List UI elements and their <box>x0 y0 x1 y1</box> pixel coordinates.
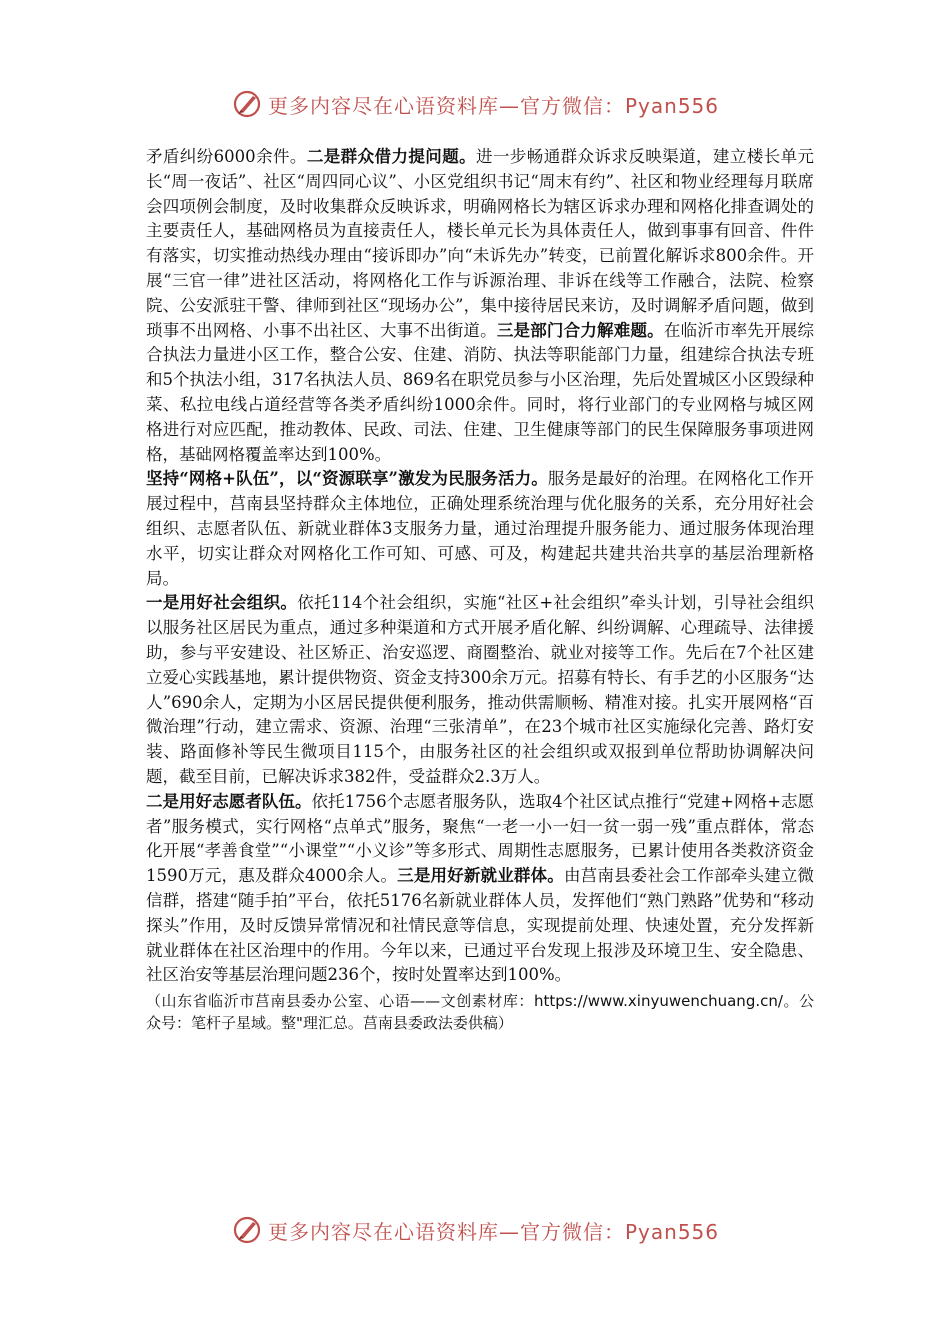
header-watermark-banner <box>232 86 752 122</box>
text-run: 在临沂市率先开展综合执法力量进小区工作，整合公安、住建、消防、执法等职能部门力量，组建综合执法专班和5个执法小组，317名执法人员、869名在职党员参与小区治理，先后处置城区小区毁绿种菜、私拉电线占道经营等各类矛盾纠纷1000余件。同时，将行业部门的专业网格与城区网格进行对应匹配，推动教体、民政、司法、住建、卫生健康等部门的民生保障服务事项进网格，基础网格覆盖率达到100%。 <box>146 320 815 464</box>
paragraph <box>146 790 814 988</box>
bold-heading: 二是群众借力提问题。 <box>306 147 477 166</box>
bold-heading: 坚持“网格+队伍”，以“资源联享”激发为民服务活力。 <box>146 469 548 489</box>
source-note: （山东省临沂市莒南县委办公室、心语——文创素材库：https://www.xinyuwenchuang.cn/。公众号：笔杆子星域。整"理汇总。莒南县委政法委供稿） <box>146 992 814 1033</box>
text-run: 依托1756个志愿者服务队，选取4个社区试点推行“党建+网格+志愿者”服务模式，实行网格“点单式”服务，聚焦“一老一小一妇一贫一弱一残”重点群体，常态化开展“孝善食堂”“小课堂”“小义诊”等多形式、周期性志愿服务，已累计使用各类救济资金1590万元，惠及群众4000余人。 <box>146 791 815 886</box>
footer-watermark-banner <box>232 1212 752 1248</box>
text-run: 由莒南县委社会工作部牵头建立微信群，搭建“随手拍”平台，依托5176名新就业群体人员，发挥他们“熟门熟路”优势和“移动探头”作用，及时反馈异常情况和社情民意等信息，实现提前处理、快速处置，充分发挥新就业群体在社区治理中的作用。今年以来，已通过平台发现上报涉及环境卫生、安全隐患、社区治安等基层治理问题236个，按时处置率达到100%。 <box>146 866 815 985</box>
text-run: 矛盾纠纷6000余件。 <box>146 147 307 166</box>
paragraph <box>146 591 814 789</box>
bold-heading: 三是用好新就业群体。 <box>397 866 564 886</box>
text-run: 服务是最好的治理。在网格化工作开展过程中，莒南县坚持群众主体地位，正确处理系统治理与优化服务的关系，充分用好社会组织、志愿者队伍、新就业群体3支服务力量，通过治理提升服务能力、通过服务体现治理水平，切实让群众对网格化工作可知、可感、可及，构建起共建共治共享的基层治理新格局。 <box>146 469 814 588</box>
bold-heading: 三是部门合力解难题。 <box>496 320 664 340</box>
text-run: 依托114个社会组织，实施“社区+社会组织”牵头计划，引导社会组织以服务社区居民为重点，通过多种渠道和方式开展矛盾化解、纠纷调解、心理疏导、法律援助，参与平安建设、社区矫正、治安巡逻、商圈整治、就业对接等工作。先后在7个社区建立爱心实践基地，累计提供物资、资金支持300余万元。招募有特长、有手艺的小区服务“达人”690余人，定期为小区居民提供便利服务，推动供需顺畅、精准对接。扎实开展网格“百微治理”行动，建立需求、资源、治理“三张清单”，在23个城市社区实施绿化完善、路灯安装、路面修补等民生微项目115个，由服务社区的社会组织或双报到单位帮助协调解决问题，截至目前，已解决诉求382件，受益群众2.3万人。 <box>146 593 814 786</box>
article-body <box>146 145 814 1034</box>
watermark-text: 更多内容尽在心语资料库—官方微信：Pyan556 <box>268 1219 720 1244</box>
text-run: 进一步畅通群众诉求反映渠道，建立楼长单元长“周一夜话”、社区“周四同心议”、小区党组织书记“周末有约”、社区和物业经理每月联席会四项例会制度，及时收集群众反映诉求，明确网格长为辖区诉求办理和网格化排查调处的主要责任人，基础网格员为直接责任人，楼长单元长为具体责任人，做到事事有回音、件件有落实，切实推动热线办理由“接诉即办”向“未诉先办”转变，已前置化解诉求800余件。开展“三官一律”进社区活动，将网格化工作与诉源治理、非诉在线等工作融合，法院、检察院、公安派驻干警、律师到社区“现场办公”，集中接待居民来访，及时调解矛盾问题，做到琐事不出网格、小事不出社区、大事不出街道。 <box>146 147 815 340</box>
brush-pen-logo-icon <box>232 89 262 119</box>
bold-heading: 一是用好社会组织。 <box>146 593 298 613</box>
paragraph <box>146 467 814 591</box>
paragraph <box>146 145 814 467</box>
watermark-text: 更多内容尽在心语资料库—官方微信：Pyan556 <box>268 93 720 118</box>
brush-pen-logo-icon <box>232 1215 262 1245</box>
bold-heading: 二是用好志愿者队伍。 <box>146 791 312 811</box>
